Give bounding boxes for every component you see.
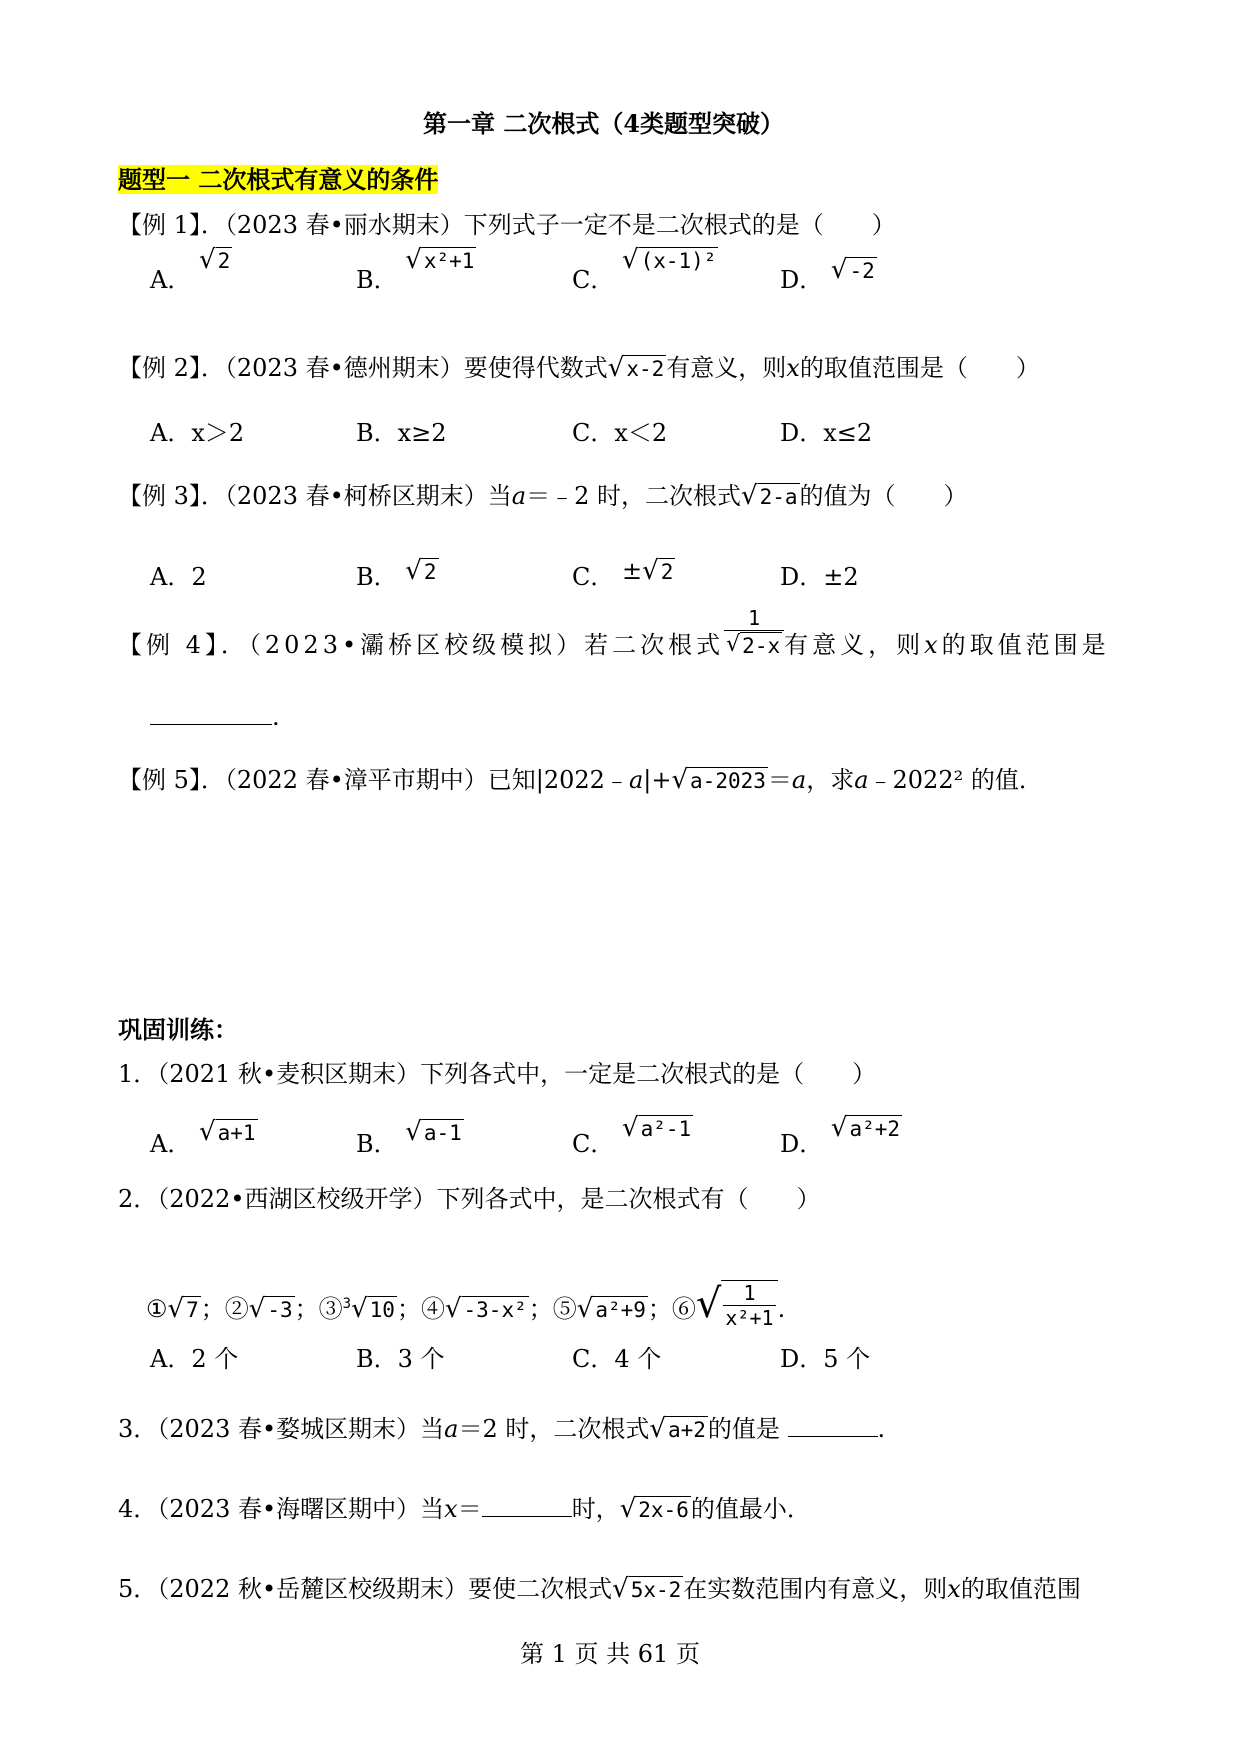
radical: √ 2-a	[740, 481, 798, 511]
question-text: 有意义，则	[666, 354, 787, 382]
example-2-option-a: A．x＞2	[150, 419, 245, 447]
separator: .	[777, 1295, 786, 1323]
option-label: D．	[780, 266, 824, 294]
variable: a	[854, 766, 869, 794]
question-1-option-d	[780, 1113, 902, 1160]
practice-heading: 巩固训练：	[118, 1015, 238, 1044]
variable: a	[628, 766, 644, 794]
variable: x	[924, 631, 942, 659]
radicand: x-2	[626, 357, 665, 381]
question-text: ＝﹣2 时，二次根式	[526, 482, 741, 510]
variable: a	[791, 766, 807, 794]
example-3-option-c	[572, 556, 675, 593]
radicand: 2-x	[742, 634, 781, 658]
highlighted-heading: 题型一 二次根式有意义的条件	[118, 165, 439, 194]
radical: √ -3-x²	[444, 1294, 527, 1324]
radicand: 2-a	[759, 485, 798, 509]
question-text: 的取值范围	[960, 1575, 1081, 1603]
question-2: 2．（2022•西湖区校级开学）下列各式中，是二次根式有（ ）	[118, 1185, 821, 1213]
question-2-expressions	[146, 1278, 785, 1330]
radicand: -3-x²	[463, 1298, 527, 1322]
question-text: 有意义，则	[784, 631, 925, 659]
variable: x	[947, 1575, 961, 1603]
question-text: ＝2 时，二次根式	[458, 1415, 650, 1443]
fraction-radical: 1 √ 2-x	[724, 606, 784, 659]
option-label: C．	[572, 563, 615, 591]
radicand: a-2023	[690, 769, 766, 793]
radicand: 2	[423, 560, 437, 584]
question-text: 【例 2】．（2023 春•德州期末）要使得代数式	[118, 354, 608, 382]
section-heading	[118, 164, 438, 196]
example-2-option-b: B．x≥2	[356, 419, 447, 447]
radicand: a+2	[667, 1418, 706, 1442]
question-1-option-a	[150, 1117, 258, 1160]
option-label: A．	[150, 1130, 192, 1158]
radical: √ a+2	[649, 1414, 706, 1444]
question-text: ＝	[767, 766, 792, 794]
question-text: 时，	[571, 1495, 620, 1523]
item-number: ②	[224, 1295, 249, 1323]
punctuation: .	[272, 703, 280, 731]
radical: √ a-2023	[671, 765, 766, 795]
numerator: 1	[743, 1281, 756, 1305]
question-text: 在实数范围内有意义，则	[683, 1575, 948, 1603]
item-number: ③	[318, 1295, 343, 1323]
separator: ；	[294, 1295, 319, 1323]
radicand: a²+9	[595, 1298, 646, 1322]
question-text: 的取值范围是	[941, 631, 1110, 659]
radical: √ (x-1)²	[622, 245, 717, 275]
radicand: a-1	[423, 1121, 462, 1145]
radical: √ x²+1	[405, 245, 475, 275]
example-3-option-a: A．2	[150, 563, 207, 591]
radicand: a²+2	[849, 1117, 901, 1141]
example-1-option-c	[572, 245, 718, 296]
root-index: 3	[342, 1296, 352, 1312]
question-text: 的值是	[707, 1415, 780, 1443]
example-5-question	[118, 764, 1043, 796]
question-1: 1．（2021 秋•麦积区期末）下列各式中，一定是二次根式的是（ ）	[118, 1060, 877, 1088]
radicand: a²-1	[640, 1117, 692, 1141]
question-text: ，求	[806, 766, 855, 794]
question-2-option-d: D．5 个	[780, 1345, 871, 1373]
option-label: C．	[572, 1130, 615, 1158]
radical: √ 2x-6	[619, 1494, 689, 1524]
question-text: 5．（2022 秋•岳麓区校级期末）要使二次根式	[118, 1575, 613, 1603]
example-4-answer-line	[150, 698, 280, 733]
variable: a	[511, 482, 527, 510]
radicand: -2	[849, 259, 875, 283]
example-1-option-d	[780, 255, 877, 296]
example-2-option-d: D．x≤2	[780, 419, 873, 447]
radicand: -3	[267, 1298, 293, 1322]
question-text: ﹣2022² 的值．	[868, 766, 1043, 794]
variable: a	[444, 1415, 459, 1443]
item-number: ④	[420, 1295, 445, 1323]
variable: x	[786, 354, 800, 382]
example-2-option-c: C．x＜2	[572, 419, 668, 447]
answer-blank[interactable]	[788, 1410, 878, 1437]
radicand: 10	[369, 1298, 395, 1322]
question-text: 4．（2023 春•海曙区期中）当	[118, 1495, 445, 1523]
question-text: 3．（2023 春•婺城区期末）当	[118, 1415, 445, 1443]
question-text: 的取值范围是（ ）	[799, 354, 1040, 382]
question-2-option-a: A．2 个	[150, 1345, 239, 1373]
numerator: 1	[748, 606, 761, 630]
question-2-option-c: C．4 个	[572, 1345, 662, 1373]
question-1-option-b	[356, 1117, 464, 1160]
radical: √ x-2	[607, 353, 665, 383]
radicand: 7	[186, 1298, 199, 1322]
question-2-option-b: B．3 个	[356, 1345, 445, 1373]
option-label: B．	[356, 1130, 398, 1158]
question-text: 【例 3】．（2023 春•柯桥区期末）当	[118, 482, 512, 510]
radical: √ a²+9	[576, 1294, 646, 1324]
question-5	[118, 1573, 1081, 1605]
radical: √ a-1	[405, 1117, 462, 1147]
radicand: 2x-6	[638, 1498, 689, 1522]
example-3-option-d: D．±2	[780, 563, 859, 591]
question-text: ＝	[457, 1495, 482, 1523]
example-3-question	[118, 480, 968, 512]
radical: √ 7	[167, 1294, 199, 1324]
question-text: 【例 4】．（2023•灞桥区校级模拟）若二次根式	[118, 631, 725, 659]
radical: √ a+1	[198, 1117, 256, 1147]
example-1-option-a	[150, 245, 232, 296]
separator: ；	[396, 1295, 421, 1323]
radical: √ 2	[642, 556, 674, 586]
item-number: ①	[146, 1295, 168, 1323]
question-4	[118, 1490, 811, 1525]
question-1-option-c	[572, 1113, 693, 1160]
page-title: 第一章 二次根式（4类题型突破）	[423, 109, 785, 138]
radical: √ -2	[830, 255, 875, 285]
question-text: 的值最小．	[690, 1495, 811, 1523]
variable: x	[444, 1495, 458, 1523]
radical: √ 10	[351, 1294, 395, 1324]
denominator: x²+1	[725, 1306, 774, 1330]
example-2-question	[118, 352, 1040, 384]
radicand: 5x-2	[630, 1578, 682, 1602]
plus-minus: ±	[622, 557, 643, 585]
question-text: |+	[643, 766, 672, 794]
option-label: B．	[356, 266, 398, 294]
page-footer: 第 1 页 共 61 页	[520, 1640, 700, 1668]
option-label: C．	[572, 266, 615, 294]
separator: ；	[528, 1295, 553, 1323]
radicand: 2	[660, 560, 674, 584]
fraction	[721, 1280, 777, 1330]
question-text: 【例 5】．（2022 春•漳平市期中）已知|2022﹣	[118, 766, 629, 794]
radical: √ 2	[405, 556, 437, 586]
radical: √ 5x-2	[612, 1574, 682, 1604]
radicand: a+1	[217, 1121, 256, 1145]
radicand: 2	[217, 249, 231, 273]
radical: √ $\frac{1}{\text{x²+1}}$	[696, 1278, 778, 1330]
option-label: D．	[780, 1130, 824, 1158]
question-text: 的值为（ ）	[799, 482, 968, 510]
example-4-question	[118, 606, 1128, 673]
option-label: A．	[150, 266, 192, 294]
option-label: B．	[356, 563, 398, 591]
punctuation: .	[877, 1415, 886, 1443]
item-number: ⑤	[552, 1295, 577, 1323]
example-3-option-b	[356, 556, 439, 593]
separator: ；	[200, 1295, 225, 1323]
example-1-question: 【例 1】．（2023 春•丽水期末）下列式子一定不是二次根式的是（ ）	[118, 211, 896, 239]
item-number: ⑥	[671, 1295, 696, 1323]
answer-blank[interactable]	[482, 1490, 572, 1517]
question-3	[118, 1410, 885, 1445]
radical: √ 2	[198, 245, 231, 275]
radicand: (x-1)²	[640, 249, 717, 273]
radical: √ -3	[248, 1294, 293, 1324]
radical: √ a²-1	[622, 1113, 692, 1143]
answer-blank[interactable]	[150, 698, 272, 725]
radical: √ a²+2	[830, 1113, 901, 1143]
example-1-option-b	[356, 245, 476, 296]
separator: ；	[647, 1295, 672, 1323]
radicand: x²+1	[423, 249, 475, 273]
